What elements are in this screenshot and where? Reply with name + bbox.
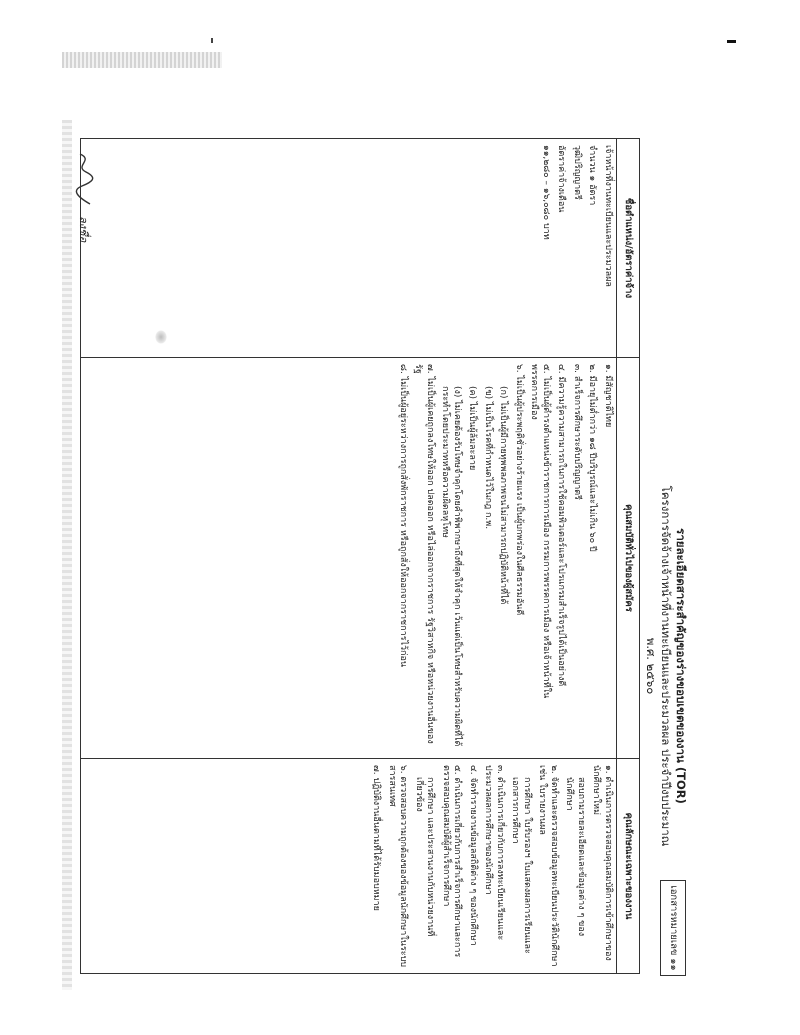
qualification-subitem: (ก) ไม่เป็นผู้มีกายทุพพลภาพจนไม่สามารถปฏิบัติหน้าที่ได้ xyxy=(498,386,509,605)
scope-item: ๗. ปฏิบัติงานอื่นตามที่ได้รับมอบหมาย xyxy=(371,765,382,911)
position-line: เจ้าหน้าที่งานทะเบียนและประมวลผล xyxy=(603,145,613,287)
qualification-item: ๕. ไม่เป็นผู้ดำรงตำแหน่งข้าราชการการเมือง กรรมการพรรคการเมือง หรือเจ้าหน้าที่ในพรรคการเมือง xyxy=(529,364,551,699)
scope-item-continued: การศึกษา และประสานงานกับหน่วยงานที่เกี่ยวข้อง xyxy=(414,777,436,937)
rotated-page-content xyxy=(68,126,708,986)
qualification-item: ๒. มีอายุไม่ต่ำกว่า ๑๘ ปีบริบูรณ์และไม่เกิน ๖๐ ปี xyxy=(587,364,598,552)
qualification-subitem: (ง) ไม่เคยต้องรับโทษจำคุกโดยคำพิพากษาถึงที่สุดให้จำคุก เว้นแต่เป็นโทษสำหรับความผิดที่ได้กระทำโดยประมาทหรือความผิดลหุโทษ xyxy=(440,386,462,747)
position-column xyxy=(81,139,639,358)
document-page xyxy=(68,126,708,986)
scope-item-continued: สอบถามรายละเอียดและข้อมูลต่าง ๆ ของนักศึกษา xyxy=(564,777,586,937)
tor-table xyxy=(80,138,640,974)
document-title xyxy=(643,476,688,856)
position-line: อัตราค่าจ้างเดือน xyxy=(556,145,567,213)
position-line: จำนวน ๑ อัตรา xyxy=(587,145,598,206)
scope-item: ๓. ดำเนินการเกี่ยวกับการลงทะเบียนเรียนและประมวลผลการศึกษาของนักศึกษา xyxy=(483,765,505,941)
scope-item: ๒. จัดทำและตรวจสอบข้อมูลทะเบียนประวัตินักศึกษา เช่น ใบรายงานผล xyxy=(537,765,559,967)
subtitle-line: โครงการจัดจ้างเจ้าหน้าที่งานทะเบียนและประมวลผล ประจำปีงบประมาณ พ.ศ. ๒๕๖๐ xyxy=(644,485,673,847)
qualification-item: ๓. สำเร็จการศึกษาระดับปริญญาตรี xyxy=(572,364,582,500)
scope-column xyxy=(81,759,639,973)
qualification-subitem: (ข) ไม่เป็นโรคที่กำหนดไว้ในกฎ ก.พ. xyxy=(483,386,493,530)
qualification-list xyxy=(390,358,617,758)
scope-item-continued: การศึกษา ใบรับรองฯ ใบแสดงผลการเรียนและเอกสารการศึกษา xyxy=(510,777,532,954)
qualification-column-header: คุณสมบัติทั่วไปของผู้สมัคร xyxy=(616,358,639,758)
position-line: วุฒิปริญญาตรี xyxy=(572,145,582,200)
document-reference-box: เอกสารหมายเลข ๑๑ xyxy=(660,880,686,976)
qualification-item: ๘. ไม่เป็นผู้อยู่ระหว่างการถูกสั่งพักราชการ หรือถูกสั่งให้ออกจากราชการไว้ก่อน xyxy=(398,364,408,668)
position-column-header: ชื่อตำแหน่ง/อัตราค่าจ้าง xyxy=(616,139,639,357)
scope-item: ๔. จัดทำรายงานข้อมูลสถิติต่าง ๆ ของนักศึกษา xyxy=(468,765,478,946)
dash-mark xyxy=(727,40,736,43)
scope-column-header: คุณลักษณะเฉพาะของงาน xyxy=(616,759,639,973)
scope-item: ๖. ตรวจสอบความถูกต้องของข้อมูลนักศึกษาในระบบสารสนเทศ xyxy=(387,765,409,968)
qualification-column xyxy=(81,358,639,759)
scope-item: ๕. ดำเนินการเกี่ยวกับการสำเร็จการศึกษาและการตรวจสอบคุณสมบัติผู้สำเร็จการศึกษา xyxy=(441,765,463,958)
qualification-item: ๖. ไม่เป็นผู้ประพฤติชั่วอย่างร้ายแรง เป็นผู้บกพร่องในศีลธรรมอันดี xyxy=(514,364,524,616)
signature-label: ลงชื่อ xyxy=(77,216,90,243)
tick-mark xyxy=(211,38,213,43)
qualification-item: ๑. มีสัญชาติไทย xyxy=(603,364,613,428)
position-list xyxy=(533,139,617,357)
qualification-item: ๗. ไม่เป็นผู้เคยถูกลงโทษให้ออก ปลดออก หรือไล่ออกจากราชการ รัฐวิสาหกิจ หรือหน่วยงานอื่นของรัฐ xyxy=(413,364,435,744)
scope-item: ๑. ดำเนินการตรวจสอบคุณสมบัติการเข้าศึกษาของนักศึกษาใหม่ xyxy=(591,765,613,961)
title-line: รายละเอียดสาระสำคัญของร่างขอบเขตของงาน (TOR) xyxy=(674,528,688,804)
signature-scribble xyxy=(72,152,96,208)
qualification-item: ๔. มีความรู้ความสามารถในการใช้คอมพิวเตอร์และโปรแกรมสำเร็จรูปได้เป็นอย่างดี xyxy=(556,364,567,687)
qualification-subitem: (ค) ไม่เป็นผู้ล้มละลาย xyxy=(467,386,478,471)
position-line: ๑๑,๒๘๐ – ๑๖,๐๘๐ บาท xyxy=(541,145,551,240)
scope-list xyxy=(363,759,616,973)
scan-noise-band xyxy=(62,52,222,68)
